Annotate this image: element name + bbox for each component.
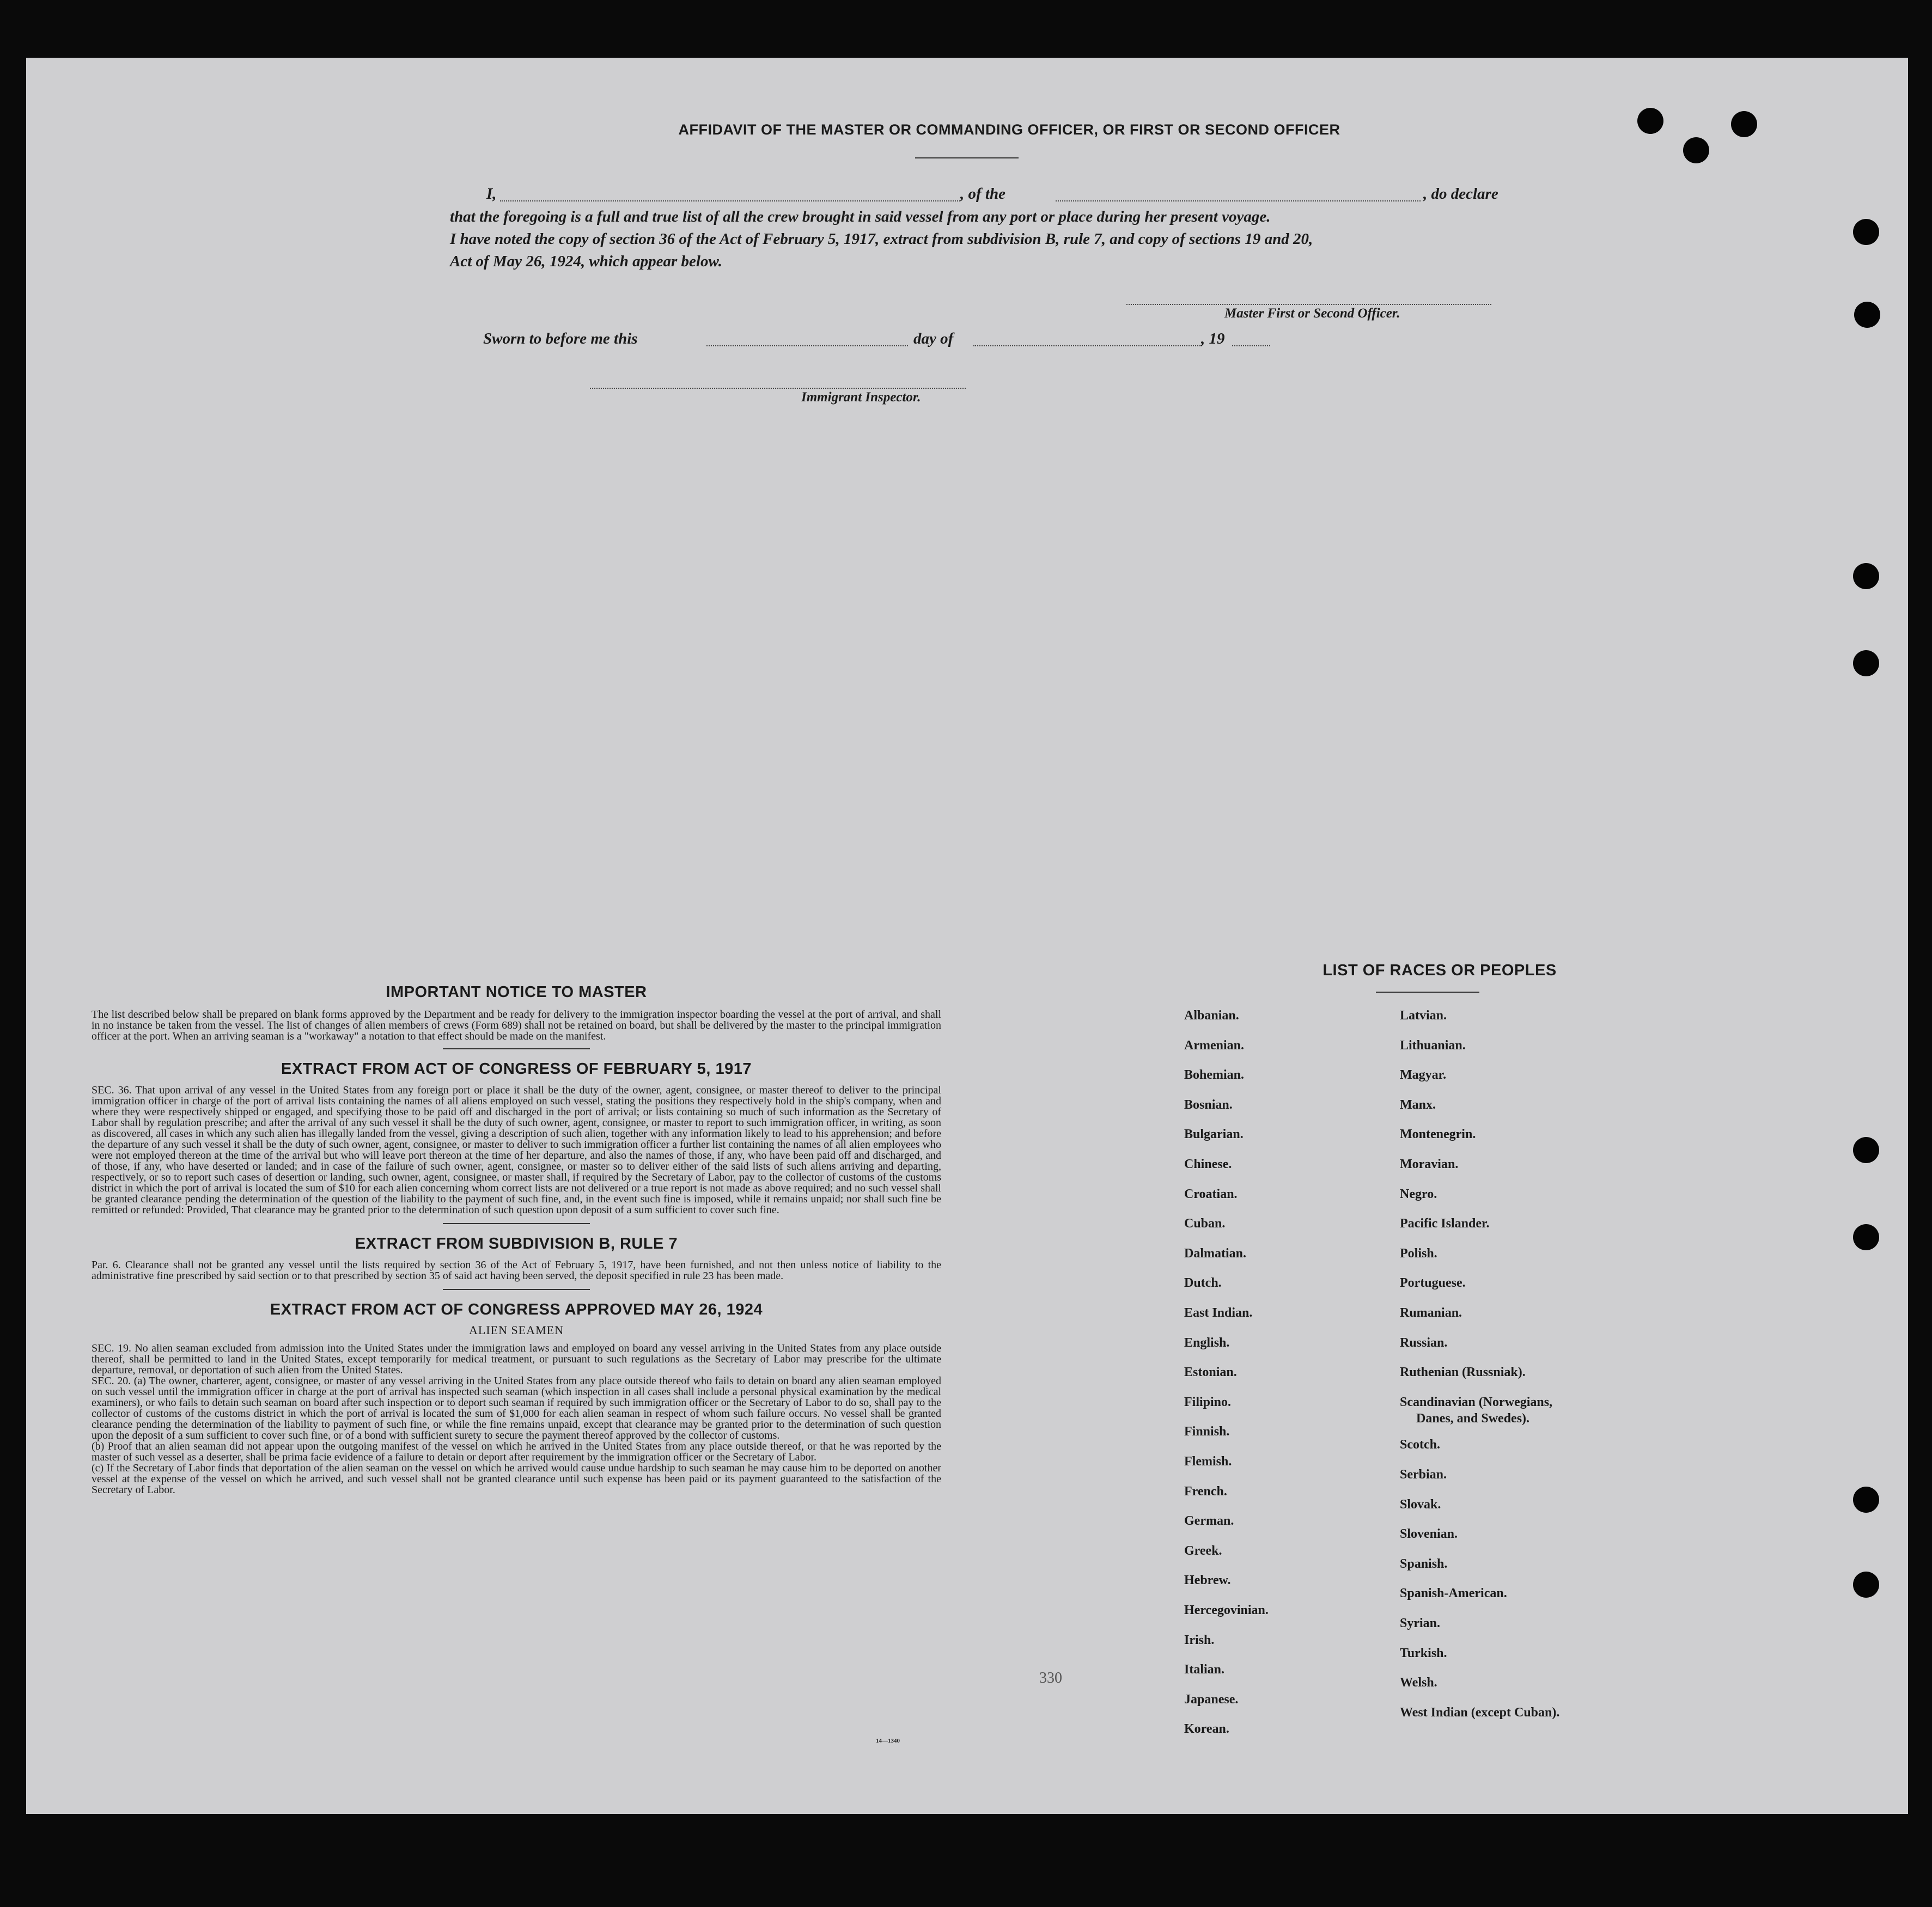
race-item: Korean.	[1184, 1722, 1229, 1737]
name-blank[interactable]	[500, 200, 960, 201]
extract-1917-body: SEC. 36. That upon arrival of any vessel in the United States from any foreign port or place it shall be the duty of the owner, agent, consignee, or master thereof to deliver to the principal immigration officer in charge of the port of arrival lists containing the names of all aliens employed on such vessel, stating the positions they respectively hold in the ship's company, when and where they were respectively shipped or engaged, and specifying those to be paid off and discharged in the port of arrival; or lists containing so much of such information as the Secretary of Labor shall by regulation prescribe; and after the arrival of any such vessel it shall be the duty of such owner, agent, consignee, or master to report to such immigration officer, in writing, as soon as discovered, all cases in which any such alien has illegally landed from the vessel, giving a description of such alien, together with any information likely to lead to his apprehension; and before the departure of any such vessel it shall be the duty of such owner, agent, consignee, or master to deliver to such immigration officer a further list containing the names of all alien employees who were not employed thereon at the time of the arrival but who will leave port thereon at the time of her departure, and also the names of those, if any, who have been paid off and discharged, and of those, if any, who have deserted or landed; and in case of the failure of such owner, agent, consignee, or master so to deliver either of the said lists of such aliens arriving and departing, respectively, or so to report such cases of desertion or landing, such owner, agent, consignee, or master shall, if required by the Secretary of Labor, pay to the collector of customs of the customs district in which the port of arrival is located the sum of $10 for each alien concerning whom correct lists are not delivered or a true report is not made as above required; and no such vessel shall be granted clearance pending the determination of the question of the liability to the payment of such fine, and, in the event such fine is imposed, while it remains unpaid; nor shall such fine be remitted or refunded: Provided, That clearance may be granted prior to the determination of such question upon deposit of a sum sufficient to cover such fine.	[92, 1084, 941, 1216]
sworn-month-blank[interactable]	[973, 345, 1202, 346]
declaration-line-4: Act of May 26, 1924, which appear below.	[450, 253, 722, 270]
page-mark: 330	[1039, 1670, 1062, 1686]
race-item: Bosnian.	[1184, 1097, 1233, 1112]
race-item: Magyar.	[1400, 1068, 1447, 1083]
extract-rule7-body: Par. 6. Clearance shall not be granted any vessel until the lists required by section 36 of the Act of February 5, 1917, have been furnished, and not then unless notice of liability to the administrative fine prescribed by said section or to that prescribed by section 35 of said act having been served, the deposit specified in rule 23 has been made.	[92, 1259, 941, 1282]
document-sheet	[26, 58, 1908, 1814]
race-item: Ruthenian (Russniak).	[1400, 1365, 1526, 1380]
race-item: Welsh.	[1400, 1676, 1437, 1690]
extract-1924-sec20c: (c) If the Secretary of Labor finds that deportation of the alien seaman on the vessel on which he arrived would cause undue hardship to such seaman he may cause him to be deported on another vessel at the expense of the vessel on which he arrived, and such vessel shall not be granted clearance until such expense has been paid or its payment guaranteed to the satisfaction of the Secretary of Labor.	[92, 1462, 941, 1496]
inspector-signature-blank[interactable]	[590, 388, 966, 389]
notice-body: The list described below shall be prepared on blank forms approved by the Department and be ready for delivery to the immigration inspector boarding the vessel at the port of arrival, and shall in no instance be taken from the vessel. The list of changes of alien members of crews (Form 689) shall not be retained on board, but shall be delivered by the master to the principal immigration officer at the port. When an arriving seaman is a "workaway" a notation to that effect should be made on the manifest.	[92, 1008, 941, 1042]
race-item: Irish.	[1184, 1633, 1215, 1647]
form-number: 14—1340	[876, 1738, 900, 1744]
punch-hole	[1853, 219, 1879, 245]
affidavit-title: AFFIDAVIT OF THE MASTER OR COMMANDING OFFICER, OR FIRST OR SECOND OFFICER	[678, 121, 1340, 138]
race-item: Greek.	[1184, 1543, 1222, 1558]
alien-seamen-subtitle: ALIEN SEAMEN	[469, 1323, 564, 1337]
declaration-line-1	[486, 185, 1739, 207]
race-item: Croatian.	[1184, 1187, 1238, 1201]
extract-1924-sec19: SEC. 19. No alien seaman excluded from admission into the United States under the immigration laws and employed on board any vessel arriving in the United States from any place outside thereof, shall be permitted to land in the United States, except temporarily for medical treatment, or pursuant to such regulations as the Secretary of Labor may prescribe for the ultimate departure, removal, or deportation of such alien from the United States.	[92, 1342, 941, 1376]
race-item: Scandinavian (Norwegians,	[1400, 1395, 1553, 1409]
declaration-line-3: I have noted the copy of section 36 of the Act of February 5, 1917, extract from subdivision B, rule 7, and copy of sections 19 and 20,	[450, 230, 1313, 248]
race-item: Moravian.	[1400, 1157, 1459, 1171]
punch-hole	[1853, 1487, 1879, 1513]
race-item: English.	[1184, 1335, 1230, 1350]
notice-title: IMPORTANT NOTICE TO MASTER	[386, 983, 647, 1001]
race-item: German.	[1184, 1514, 1234, 1529]
race-item: East Indian.	[1184, 1306, 1253, 1320]
race-item: Flemish.	[1184, 1454, 1232, 1469]
inspector-signature-label: Immigrant Inspector.	[801, 390, 921, 405]
races-title-divider	[1376, 992, 1479, 993]
race-item: Italian.	[1184, 1662, 1225, 1677]
sworn-year: , 19	[1201, 330, 1225, 347]
punch-hole	[1853, 1224, 1879, 1250]
sworn-row	[483, 330, 1300, 352]
officer-signature-label: Master First or Second Officer.	[1224, 306, 1400, 321]
race-item: Finnish.	[1184, 1425, 1230, 1439]
punch-hole	[1853, 1572, 1879, 1598]
race-item: Russian.	[1400, 1335, 1448, 1350]
section-divider	[443, 1223, 590, 1224]
vessel-blank[interactable]	[1056, 200, 1421, 201]
race-item: Armenian.	[1184, 1038, 1244, 1053]
sworn-prefix: Sworn to before me this	[483, 330, 638, 347]
sworn-year-blank[interactable]	[1232, 345, 1270, 346]
race-item: Portuguese.	[1400, 1276, 1466, 1291]
race-item: Polish.	[1400, 1246, 1437, 1261]
race-item: Cuban.	[1184, 1217, 1226, 1231]
race-item: Slovenian.	[1400, 1527, 1458, 1542]
race-item: Manx.	[1400, 1097, 1436, 1112]
race-item: Hebrew.	[1184, 1573, 1231, 1588]
punch-hole	[1853, 650, 1879, 676]
punch-hole	[1854, 302, 1880, 328]
race-item: Dalmatian.	[1184, 1246, 1246, 1261]
race-item: Slovak.	[1400, 1497, 1441, 1512]
punch-hole	[1637, 108, 1663, 134]
section-divider	[443, 1048, 590, 1049]
section-divider	[443, 1289, 590, 1290]
race-item: Pacific Islander.	[1400, 1217, 1490, 1231]
race-item: Syrian.	[1400, 1616, 1441, 1630]
race-item: Latvian.	[1400, 1008, 1447, 1023]
sworn-day-blank[interactable]	[706, 345, 908, 346]
race-item: Hercegovinian.	[1184, 1603, 1269, 1617]
officer-signature-blank[interactable]	[1126, 304, 1491, 305]
race-item: French.	[1184, 1484, 1227, 1499]
race-item: Japanese.	[1184, 1692, 1239, 1707]
race-item: West Indian (except Cuban).	[1400, 1705, 1560, 1720]
punch-hole	[1683, 137, 1709, 163]
declaration-i: I,	[486, 185, 497, 203]
extract-1917-title: EXTRACT FROM ACT OF CONGRESS OF FEBRUARY 5, 1917	[281, 1060, 752, 1078]
race-item: Negro.	[1400, 1187, 1437, 1201]
extract-1924-sec20b: (b) Proof that an alien seaman did not appear upon the outgoing manifest of the vessel on which he arrived in the United States from any place outside thereof, or that he was reported by the master of such vessel as a deserter, shall be prima facie evidence of a failure to detain or deport after requirement by the immigration officer or the Secretary of Labor.	[92, 1440, 941, 1463]
declaration-do-declare: , do declare	[1423, 185, 1498, 203]
race-item: Bohemian.	[1184, 1068, 1245, 1083]
race-item: Bulgarian.	[1184, 1127, 1244, 1142]
extract-1924-sec20a: SEC. 20. (a) The owner, charterer, agent, consignee, or master of any vessel arriving in the United States from any place outside thereof who fails to detain on board any alien seaman employed on such vessel until the immigration officer in charge at the port of arrival has inspected such seaman (which inspection in all cases shall include a personal physical examination by the medical examiners), or who fails to detain such seaman on board after such inspection or to deport such seaman if required by such immigration officer or the Secretary of Labor to do so, shall pay to the collector of customs of the customs district in which the port of arrival is located the sum of $1,000 for each alien seaman in respect of whom such failure occurs. No vessel shall be granted clearance pending the determination of the liability to payment of such fine, or while the fine remains unpaid, except that clearance may be granted prior to the determination of such question upon the deposit of a sum sufficient to cover such fine, or of a bond with sufficient surety to secure the payment thereof approved by the collector of customs.	[92, 1375, 941, 1441]
sworn-day-of: day of	[913, 330, 954, 347]
races-title: LIST OF RACES OR PEOPLES	[1322, 962, 1557, 979]
punch-hole	[1853, 563, 1879, 589]
race-item: Danes, and Swedes).	[1416, 1411, 1530, 1426]
race-item: Lithuanian.	[1400, 1038, 1466, 1053]
race-item: Dutch.	[1184, 1276, 1222, 1291]
punch-hole	[1853, 1137, 1879, 1163]
race-item: Spanish-American.	[1400, 1586, 1507, 1601]
race-item: Montenegrin.	[1400, 1127, 1476, 1142]
punch-hole	[1731, 111, 1757, 137]
race-item: Estonian.	[1184, 1365, 1237, 1380]
race-item: Rumanian.	[1400, 1306, 1462, 1320]
title-divider	[915, 157, 1019, 158]
declaration-line-2: that the foregoing is a full and true list of all the crew brought in said vessel from any port or place during her present voyage.	[450, 208, 1271, 225]
extract-rule7-title: EXTRACT FROM SUBDIVISION B, RULE 7	[355, 1235, 678, 1252]
race-item: Filipino.	[1184, 1395, 1232, 1409]
race-item: Scotch.	[1400, 1438, 1440, 1452]
race-item: Chinese.	[1184, 1157, 1232, 1171]
race-item: Spanish.	[1400, 1556, 1448, 1571]
notice-column	[92, 983, 941, 1495]
race-item: Albanian.	[1184, 1008, 1239, 1023]
race-item: Serbian.	[1400, 1468, 1447, 1482]
race-item: Turkish.	[1400, 1646, 1447, 1660]
declaration-of-the: , of the	[960, 185, 1005, 203]
extract-1924-title: EXTRACT FROM ACT OF CONGRESS APPROVED MAY 26, 1924	[270, 1301, 763, 1318]
